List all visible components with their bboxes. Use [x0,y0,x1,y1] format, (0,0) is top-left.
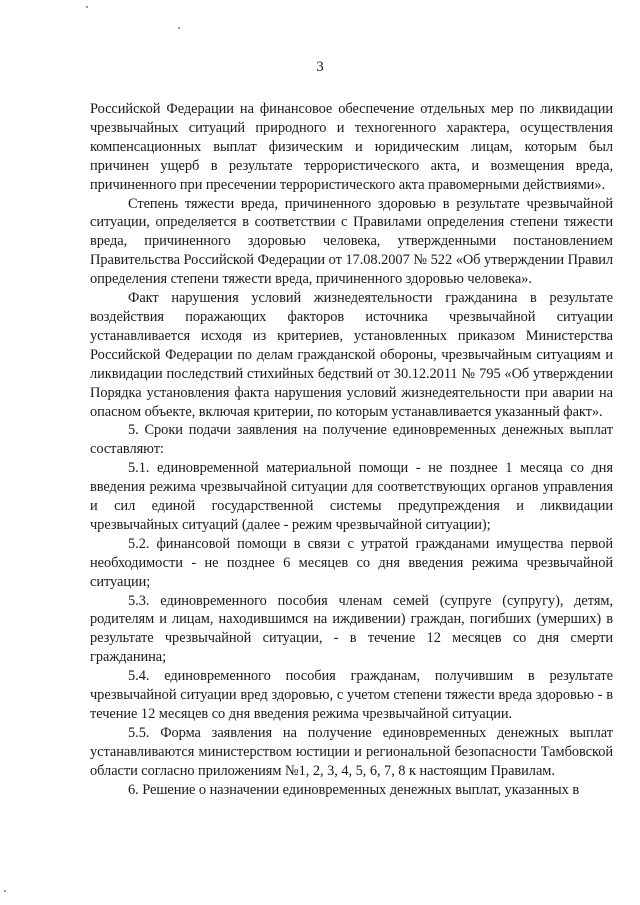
paragraph-item-5-2: 5.2. финансовой помощи в связи с утратой гражданами имущества первой необходимости - не позднее 6 месяцев со дня введения режима чрезвычайной ситуации; [90,535,613,590]
paragraph-living-conditions: Факт нарушения условий жизнедеятельности гражданина в результате воздействия поражающих факторов источника чрезвычайной ситуации устанавливается исходя из критериев, установленных приказом Министерства Российской Федерации по делам гражданской обороны, чрезвычайным ситуациям и ликвидации последствий стихийных бедствий от 30.12.2011 № 795 «Об утверждении Порядка установления факта нарушения условий жизнедеятельности при аварии на опасном объекте, включая критерии, по которым устанавливается указанный факт». [90,290,613,420]
scan-speck [178,27,180,29]
paragraph-item-5-4: 5.4. единовременного пособия гражданам, получившим в результате чрезвычайной ситуации вред здоровью, с учетом степени тяжести вреда здоровью - в течение 12 месяцев со дня введения режима чрезвычайной ситуации. [90,668,613,722]
scan-speck [86,6,88,8]
page-number: 3 [316,59,324,75]
paragraph-item-6: 6. Решение о назначении единовременных денежных выплат, указанных в [128,781,580,798]
paragraph-item-5-3: 5.3. единовременного пособия членам семей (супруге (супругу), детям, родителям и лицам, находившимся на иждивении) граждан, погибших (умерших) в результате чрезвычайной ситуации, - в течение 12 месяцев со дня смерти гражданина; [90,592,613,666]
paragraph-item-5-1: 5.1. единовременной материальной помощи - не позднее 1 месяца со дня введения режима чрезвычайной ситуации для соответствующих органов управления и сил единой государственной системы предупреждения и ликвидации чрезвычайных ситуаций (далее - режим чрезвычайной ситуации); [90,460,613,533]
paragraph-item-5: 5. Сроки подачи заявления на получение единовременных денежных выплат составляют: [90,422,613,458]
scan-speck [4,890,6,892]
paragraph-item-5-5: 5.5. Форма заявления на получение единовременных денежных выплат устанавливаются министерством юстиции и региональной безопасности Тамбовской области согласно приложениям №1, 2, 3, 4, 5, 6, 7, 8 к настоящим Правилам. [90,724,613,779]
paragraph-continuation: Российской Федерации на финансовое обеспечение отдельных мер по ликвидации чрезвычайных ситуаций природного и техногенного характера, осуществления компенсационных выплат физическим и юридическим лицам, которым был причинен ущерб в результате террористического акта, и возмещения вреда, причиненного при пресечении террористического акта правомерными действиями». [90,101,613,193]
paragraph-injury-severity: Степень тяжести вреда, причиненного здоровью в результате чрезвычайной ситуации, определяется в соответствии с Правилами определения степени тяжести вреда, причиненного здоровью человека, утвержденными постановлением Правительства Российской Федерации от 17.08.2007 № 522 «Об утверждении Правил определения степени тяжести вреда, причиненного здоровью человека». [90,195,613,288]
document-body [90,100,613,800]
